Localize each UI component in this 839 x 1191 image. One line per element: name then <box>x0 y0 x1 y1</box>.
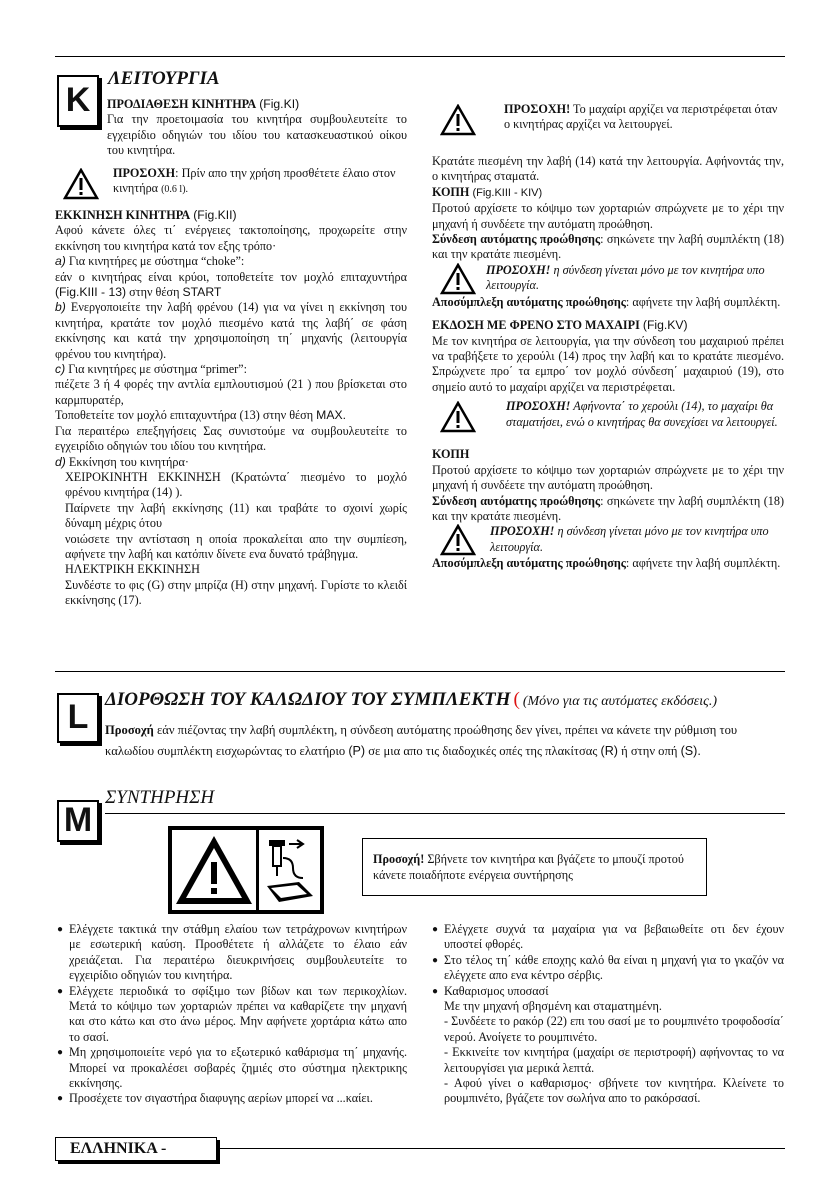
brake-text: Με τον κινητήρα σε λειτουργία, για την σύνδεση του μαχαιριού πρέπει να τραβήξετε το χερούλι (14) προς την λαβή και το κρατάτε πιεσμένο. Σπρώχνετε προ΄ τα εμπρο΄ τον μοχλό σύνδεση΄ μαχαιριού (19), στο σημείο αυτό το μαχαίρι αρχίζει να περιστρέφεται. <box>432 333 784 394</box>
section-l-note <box>105 720 785 762</box>
section-l-paren: ( <box>513 689 520 710</box>
c-max: MAX. <box>316 408 346 423</box>
bullet-item: ● Στο τέλος τη΄ κάθε εποχης καλό θα είναι η μηχανή για το γκαζόν να ελέγχετε απο ενα κέντρο σέρβις. <box>432 953 784 984</box>
manual-text1: (Κρατώντα΄ πιεσμένο το μοχλό φρένου κινητήρα (14) ). <box>65 469 408 500</box>
auto-off-text: : αφήνετε την λαβή συμπλέκτη. <box>625 294 781 309</box>
cut-text: Προτού αρχίσετε το κόψιμο των χορταριών σπρώχνετε με το χέρι την μηχανή ή συνδέετε την αυτόματη προώθηση. <box>432 201 784 231</box>
section-k-right-column <box>432 102 784 572</box>
auto2-on-text: : σηκώνετε την λαβή συμπλέκτη (18) και την κρατάτε πιεσμένη. <box>432 493 785 523</box>
section-m-title: ΣΥΝΤΗΡΗΣΗ <box>105 787 215 808</box>
auto2-on-label: Σύνδεση αυτόματης προώθησης <box>432 493 601 508</box>
top-rule <box>55 56 785 57</box>
section-m-marker: M <box>57 800 99 842</box>
brake-heading: ΕΚΔΟΣΗ ΜΕ ΦΡΕΝΟ ΣΤΟ ΜΑΧΑΙΡΙ <box>432 318 640 333</box>
b-label: b) <box>55 300 66 315</box>
section-k-left-column <box>107 97 407 159</box>
start-heading: ΕΚΚΙΝΗΣΗ ΚΙΝΗΤΗΡΑ <box>55 208 191 222</box>
section-divider <box>55 671 785 672</box>
l-s-ref: (S). <box>680 744 701 758</box>
warning-triangle-icon <box>172 830 256 910</box>
hold-text: Κρατάτε πιεσμένη την λαβή (14) κατά την λειτουργία. Αφήνοντάς την, ο κινητήρας σταματά. <box>432 154 784 184</box>
auto2-off-text: : αφήνετε την λαβή συμπλέκτη. <box>625 556 781 571</box>
warning-triangle-icon <box>440 401 476 433</box>
prep-warn-label: ΠΡΟΣΟΧΗ <box>113 166 176 180</box>
section-k-title: ΛΕΙΤΟΥΡΓΙΑ <box>108 68 220 89</box>
right-warn1-text: Το μαχαίρι αρχίζει να περιστρέφεται όταν ο κινητήρας αρχίζει να λειτουργεί. <box>504 102 778 132</box>
list-item: - Αφού γίνει ο καθαρισμος· σβήνετε τον κινητήρα. Κλείνετε το ρουμπινέτο, βγάζετε τον σωλήνα απο το ρακόρσασί. <box>444 1076 784 1106</box>
right-warn4-text: η σύνδεση γίνεται μόνο με τον κινητήρα υπο λειτουργία. <box>490 524 769 554</box>
c-title: Για κινητήρες με σύστημα “primer”: <box>68 362 247 377</box>
l-note-text2: σε μια απο τις διαδοχικές οπές της πλακίτσας <box>368 744 598 758</box>
start-intro: Αφού κάνετε όλες τι΄ ενέργειες τακτοποίησης, προχωρείτε στην εκκίνηση του κινητήρα κατά τον εξης τρόπο· <box>55 223 407 253</box>
right-warn2-label: ΠΡΟΣΟΧΗ! <box>486 262 551 277</box>
l-note-label: Προσοχή <box>105 723 154 737</box>
l-r-ref: (R) <box>600 744 618 758</box>
start-fig: (Fig.KII) <box>193 208 237 222</box>
section-l-marker: L <box>57 693 99 743</box>
list-item: Με την μηχανή σβησμένη και σταματημένη. <box>444 999 662 1014</box>
m-warn-text: Σβήνετε τον κινητήρα και βγάζετε το μπουζί προτού κάνετε ποιαδήποτε ενέργεια συντήρησης <box>373 852 684 882</box>
section-m-right-column <box>432 922 784 1107</box>
a-start: START <box>182 285 222 300</box>
l-note-text3: ή στην οπή <box>621 744 678 758</box>
a-fig: (Fig.KIII - 13) <box>55 285 127 300</box>
auto2-off-label: Αποσύμπλεξη αυτόματης προώθησης <box>432 556 626 571</box>
manual-text3: νοιώσετε την αντίσταση η οποία προκαλείται απο την συμπίεση, αφήνετε την λαβή και κατόπιν δίνετε ενα δυνατό τράβηγμα. <box>65 531 407 561</box>
c-label: c) <box>55 362 66 377</box>
auto-off-label: Αποσύμπλεξη αυτόματης προώθησης <box>432 294 626 309</box>
a-text1: εάν ο κινητήρας είναι κρύοι, τοποθετείτε τον μοχλό επιταχυντήρα <box>55 269 407 284</box>
auto-on-text: : σηκώνετε την λαβή συμπλέκτη (18) και την κρατάτε πιεσμένη. <box>432 232 785 262</box>
prep-warn-qty: (0.6 l). <box>161 184 189 196</box>
bullet-item: ● Ελέγχετε τακτικά την στάθμη ελαίου των τετράχρονων κινητήρων με εσωτερική καύση. Προσθέτετε ή αλλάζετε το έλαιο εάν χρειάζεται. Για περαιτέρω διευκρινήσεις συμβουλευτείτε το εγχειρίδιο οδηγιών του κινητήρα. <box>57 922 407 984</box>
warning-triangle-icon <box>440 263 476 295</box>
section-l-title-row <box>105 689 785 710</box>
further-text: Για περαιτέρω επεξηγήσεις Σας συνιστούμε να συμβουλευτείτε το εγχειρίδιο οδηγιών του ιδίου του κινητήρα. <box>55 423 407 454</box>
start-block <box>55 208 407 609</box>
manual-title: ΧΕΙΡΟΚΙΝΗΤΗ ΕΚΚΙΝΗΣΗ <box>65 469 221 484</box>
right-warn3-label: ΠΡΟΣΟΧΗ! <box>506 399 571 414</box>
prep-fig: (Fig.KI) <box>259 97 300 111</box>
m-warn-label: Προσοχή! <box>373 852 425 866</box>
bullet-item: ● Ελέγχετε περιοδικά το σφίξιμο των βίδων και των περικοχλίων. Μετά το κόψιμο των χορταριών πρέπει να καθαρίζετε την μηχανή και στο κάτω και στο άνω μέρος. Μην αφήνετε χορτάρια κάτω απο το σασί. <box>57 984 407 1046</box>
d-label: d) <box>55 454 66 469</box>
section-l-subtitle: (Μόνο για τις αυτόματες εκδόσεις.) <box>522 694 717 709</box>
warning-triangle-icon <box>440 524 476 556</box>
c-text2: Τοποθετείτε τον μοχλό επιταχυντήρα (13) στην θέση <box>55 408 314 423</box>
a-title: Για κινητήρες με σύστημα “choke”: <box>68 254 245 269</box>
a-text2: στην θέση <box>129 285 180 300</box>
right-warn1-label: ΠΡΟΣΟΧΗ! <box>504 102 571 116</box>
l-note-text1: εάν πιέζοντας την λαβή συμπλέκτη, η σύνδεση αυτόματης προώθησης δεν γίνει, πρέπει να κάνετε την ρύθμιση του καλωδίου συμπλέκτη εισχωρώντας το ελατήριο <box>105 723 738 758</box>
prep-warn-text: : Πρίν απο την χρήση προσθέτετε έλαιο στον κινητήρα <box>113 166 396 196</box>
prep-warning <box>55 166 407 206</box>
auto-on-label: Σύνδεση αυτόματης προώθησης <box>432 232 601 247</box>
spark-plug-disconnect-icon <box>259 830 320 910</box>
cut2-text: Προτού αρχίσετε το κόψιμο των χορταριών σπρώχνετε με το χέρι την μηχανή ή συνδέετε την αυτόματη προώθηση. <box>432 462 784 493</box>
section-m-title-underline <box>105 813 785 814</box>
section-l-title: ΔΙΟΡΘΩΣΗ ΤΟΥ ΚΑΛΩΔΙΟΥ ΤΟΥ ΣΥΜΠΛΕΚΤΗ <box>105 689 511 710</box>
list-item: - Εκκινείτε τον κινητήρα (μαχαίρι σε περιστροφή) αφήνοντας το να λειτουργίσει για μερικά λεπτά. <box>444 1045 784 1075</box>
right-warn3-text: Αφήνοντα΄ το χερούλι (14), το μαχαίρι θα σταματήσει, ενώ ο κινητήρας θα συνεχίσει να λειτουργεί. <box>506 399 778 429</box>
l-p-ref: (P) <box>348 744 366 758</box>
safety-pictogram <box>168 826 324 914</box>
a-label: a) <box>55 254 66 269</box>
electric-text: Συνδέστε το φις (G) στην μπρίζα (H) στην μηχανή. Γυρίστε το κλειδί εκκίνησης (17). <box>65 577 407 608</box>
cut-fig: (Fig.KIII - KIV) <box>472 186 543 199</box>
right-warn2-text: η σύνδεση γίνεται μόνο με τον κινητήρα υπο λειτουργία. <box>486 262 765 293</box>
list-item: - Συνδέετε το ρακόρ (22) επι του σασί με το ρουμπινέτο τροφοδοσία΄ νερού. Ανοίγετε το ρουμπινέτο. <box>444 1014 784 1044</box>
manual-text2: Παίρνετε την λαβή εκκίνησης (11) και τραβάτε το σχοινί χωρίς δύναμη μέχρις ότου <box>65 500 407 531</box>
cut2-heading: ΚΟΠΗ <box>432 447 470 462</box>
brake-fig: (Fig.KV) <box>642 318 688 333</box>
section-k-marker: K <box>57 75 99 127</box>
b-text: Ενεργοποιείτε την λαβή φρένου (14) για να γίνει η εκκίνηση του κινητήρα, κρατάτε τον μοχλό πιεσμένο κατά της λαβή΄ σε φάση εκκίνησης και κατά την χρησιμοποίηση τη΄ μηχανής (λειτουργία φρένου του κινητήρα). <box>55 300 407 361</box>
right-warn4-label: ΠΡΟΣΟΧΗ! <box>490 524 555 539</box>
bullet-item: ● Καθαρισμος υποσασί <box>432 984 784 999</box>
section-m-left-column <box>57 922 407 1107</box>
bullet-item: ● Μη χρησιμοποιείτε νερό για το εξωτερικό καθάρισμα τη΄ μηχανής. Μπορεί να προκαλέσει σοβαρές ζημιές στο σύστημα ηλεκτρικης εκκίνησης. <box>57 1045 407 1091</box>
warning-triangle-icon <box>440 104 476 136</box>
electric-title: ΗΛΕΚΤΡΙΚΗ ΕΚΚΙΝΗΣΗ <box>65 562 200 577</box>
c-text1: πιέζετε 3 ή 4 φορές την αντλία εμπλουτισμού (21 ) που βρίσκεται στο καρμπυρατέρ, <box>55 377 407 407</box>
d-title: Εκκίνηση του κινητήρα· <box>68 454 189 469</box>
bullet-item: ● Προσέχετε τον σιγαστήρα διαφυγης αερίων μπορεί να ...καίει. <box>57 1091 407 1106</box>
footer-language-label: ΕΛΛΗΝΙΚΑ - <box>55 1137 217 1161</box>
section-m-warning <box>362 838 707 896</box>
prep-text: Για την προετοιμασία του κινητήρα συμβουλευτείτε το εγχειρίδιο οδηγιών του ιδίου του κατασκευαστικού οίκου του κινητήρα. <box>107 112 407 158</box>
prep-heading: ΠΡΟΔΙΑΘΕΣΗ ΚΙΝΗΤΗΡΑ <box>107 97 257 111</box>
cut-heading: ΚΟΠΗ <box>432 184 470 199</box>
warning-triangle-icon <box>63 168 99 200</box>
bullet-item: ● Ελέγχετε συχνά τα μαχαίρια για να βεβαιωθείτε οτι δεν έχουν υποστεί φθορές. <box>432 922 784 953</box>
